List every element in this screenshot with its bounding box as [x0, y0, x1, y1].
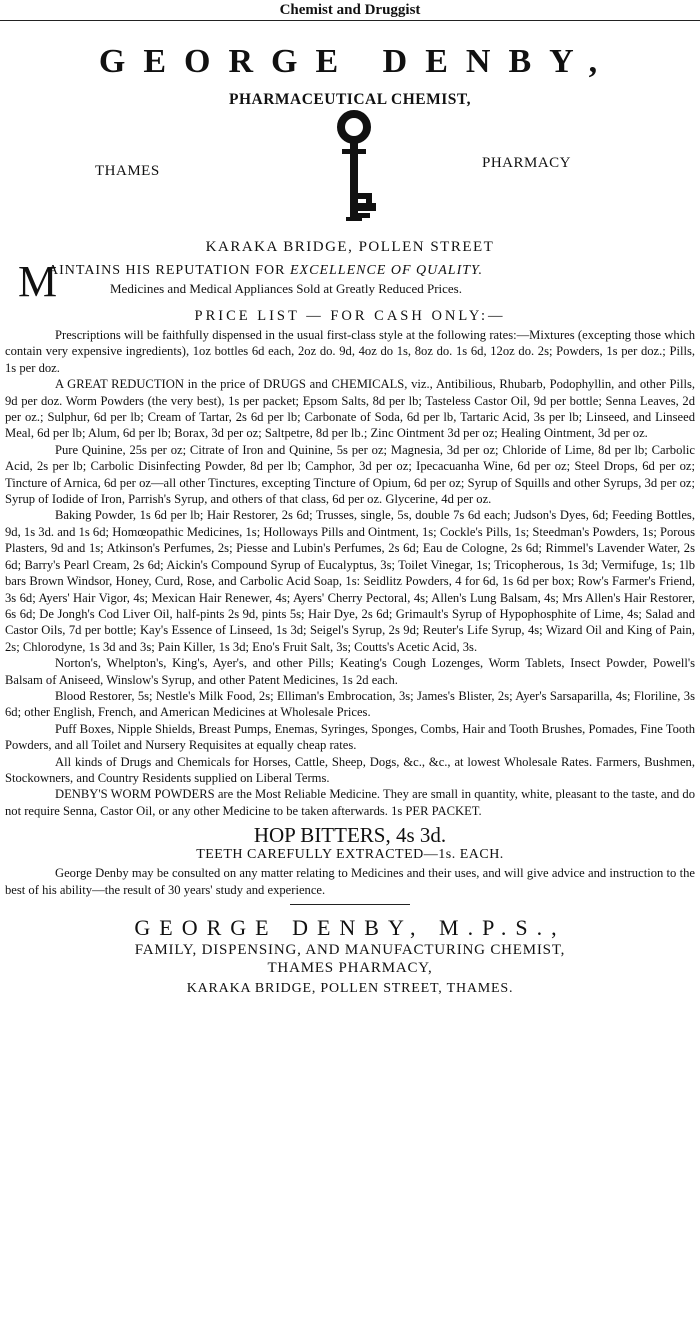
paragraph-prescriptions: Prescriptions will be faithfully dispensed in the usual first-class style at the following rates:—Mixtures (excepting those which contain very expensive ingredients), 1oz bottles 6d each, 2oz do. 9d, 4oz do 1s, 8oz do. 1s 6d, 12oz do. 2s; Powders, 1s per doz.; Pills, 1s per doz.	[5, 328, 695, 375]
tagline-italic: EXCELLENCE OF QUALITY.	[290, 263, 484, 278]
footer-line-2: THAMES PHARMACY,	[267, 960, 433, 976]
footer-address: KARAKA BRIDGE, POLLEN STREET, THAMES.	[186, 981, 514, 996]
paragraph-quinine: Pure Quinine, 25s per oz; Citrate of Iron and Quinine, 5s per oz; Magnesia, 3d per oz; Chloride of Lime, 8d per lb; Carbolic Acid, 2s per lb; Carbolic Disinfecting Powder, 8d per lb; Camphor, 3d per oz; Ipecacuanha Wine, 6d per oz; Steel Drops, 6d per oz; Tincture of Arnica, 6d per oz—all other Tinctures, excepting Tincture of Opium, 6d per oz; Syrup of Squills and other Syrups, 3d per oz; Syrup of Iodide of Iron, Parrish's Syrup, and others of that class, 6d per oz. Glycerine, 4d per oz.	[5, 442, 695, 507]
paragraph-closing: George Denby may be consulted on any matter relating to Medicines and their uses, and will give advice and instruction to the best of his ability—the result of 30 years' study and experience.	[5, 866, 695, 897]
footer-line-1: FAMILY, DISPENSING, AND MANUFACTURING CHEMIST,	[134, 942, 566, 958]
logo-row	[0, 109, 700, 229]
dropcap: M	[18, 257, 58, 306]
closing-body	[5, 865, 695, 898]
masthead-name: GEORGE DENBY,	[98, 43, 616, 80]
paragraph-animals: All kinds of Drugs and Chemicals for Horses, Cattle, Sheep, Dogs, &c., &c., at lowest Wholesale Rates. Farmers, Bushmen, Stockowners, and Country Residents supplied on Liberal Terms.	[5, 754, 695, 785]
price-list-body	[5, 327, 695, 819]
paragraph-baking-powder: Baking Powder, 1s 6d per lb; Hair Restorer, 2s 6d; Trusses, single, 5s, double 7s 6d each; Judson's Dyes, 6d; Feeding Bottles, 9d, 1s 3d. and 1s 6d; Homœopathic Medicines, 1s; Holloways Pills and Ointment, 1s; Cockle's Pills, 1s; Steedman's Powders, 1s; Porous Plasters, 9d and 1s; Atkinson's Perfumes, 2s; Piesse and Lubin's Perfumes, 2s 6d; Eau de Cologne, 2s 6d; Rimmel's Lavender Water, 2s 6d; Barry's Pearl Cream, 2s 6d; Aickin's Compound Syrup of Eucalyptus, 3s; Toilet Vinegar, 1s; Tricopherous, 1s 3d; Vermifuge, 1s; 1lb bars Brown Windsor, Honey, Curd, Rose, and Carbolic Acid Soap, 1s: Seidlitz Powders, 4 for 6d, 1s 6d per box; Row's Farmer's Friend, 3s 6d; Ayers' Hair Vigor, 4s; Mexican Hair Renewer, 4s; Ayers' Cherry Pectoral, 4s; Allen's Lung Balsam, 4s; Mrs Allen's Hair Restorer, 6s 6d; De Jongh's Cod Liver Oil, half-pints 2s 9d, pints 5s; Hair Dye, 2s 6d; Grimault's Syrup of Hypophosphite of Lime, 4s; Salad and Castor Oils, 7d per bottle; Kay's Essence of Linseed, 1s 3d; Seigel's Syrup, 2s 9d; Reuter's Life Syrup, 4s; Wizard Oil and King of Pain, 2s; Chlorodyne, 1s 3d and 3s; Pain Killer, 1s 3d; Eno's Fruit Salt, 3s; Coutts's Acetic Acid, 3s.	[5, 508, 695, 654]
section-header: Chemist and Druggist	[0, 0, 700, 21]
hop-bitters: HOP BITTERS, 4s 3d.	[253, 823, 447, 848]
masthead-subtitle: PHARMACEUTICAL CHEMIST,	[228, 91, 471, 108]
divider	[290, 904, 410, 905]
paragraph-toilet: Puff Boxes, Nipple Shields, Breast Pumps, Enemas, Syringes, Sponges, Combs, Hair and Tooth Brushes, Pomades, Fine Tooth Powders, and all Toilet and Nursery Requisites at equally cheap rates.	[5, 721, 695, 753]
logo-left-label: THAMES	[95, 163, 160, 179]
key-icon	[328, 109, 380, 229]
address-top: KARAKA BRIDGE, POLLEN STREET	[205, 239, 495, 255]
logo-right-label: PHARMACY	[482, 155, 572, 171]
paragraph-pills: Norton's, Whelpton's, King's, Ayer's, and other Pills; Keating's Cough Lozenges, Worm Tablets, Insect Powder, Powell's Balsam of Aniseed, Winslow's Syrup, and other Patent Medicines, 1s 2d each.	[5, 656, 695, 687]
teeth-line: TEETH CAREFULLY EXTRACTED—1s. EACH.	[196, 847, 504, 863]
tagline	[18, 257, 688, 306]
tagline-line	[48, 263, 483, 279]
paragraph-blood-restorer: Blood Restorer, 5s; Nestle's Milk Food, 2s; Elliman's Embrocation, 3s; James's Blister, 2s; Ayer's Sarsaparilla, 4s; Floriline, 3s 6d; other English, French, and American Medicines at Wholesale Prices.	[5, 688, 695, 720]
footer-name: GEORGE DENBY, M.P.S.,	[134, 915, 566, 940]
paragraph-reduction: A GREAT REDUCTION in the price of DRUGS and CHEMICALS, viz., Antibilious, Rhubarb, Podophyllin, and other Pills, 9d per doz. Worm Powders (the very best), 1s per packet; Epsom Salts, 8d per lb; Tasteless Castor Oil, 9d per bottle; Senna Leaves, 2d per oz.; Sulphur, 6d per lb; Cream of Tartar, 2s 6d per lb; Carbonate of Soda, 6d per lb, Tartaric Acid, 3s per lb; Linseed, and Linseed Meal, 6d per lb; Alum, 6d per lb; Borax, 3d per oz; Saltpetre, 8d per lb.; Zinc Ointment 3d per oz; Healing Ointment, 3d per oz.	[5, 377, 695, 441]
tagline-text: AINTAINS HIS REPUTATION FOR	[48, 263, 286, 278]
tagline-subline: Medicines and Medical Appliances Sold at Greatly Reduced Prices.	[110, 281, 462, 296]
paragraph-worm-powders: DENBY'S WORM POWDERS are the Most Reliable Medicine. They are small in quantity, white, pleasant to the taste, and do not require Senna, Castor Oil, or any other Medicine to be taken afterwards. 1s PER PACKET.	[5, 787, 695, 818]
price-list-heading: PRICE LIST — FOR CASH ONLY:—	[194, 308, 506, 324]
